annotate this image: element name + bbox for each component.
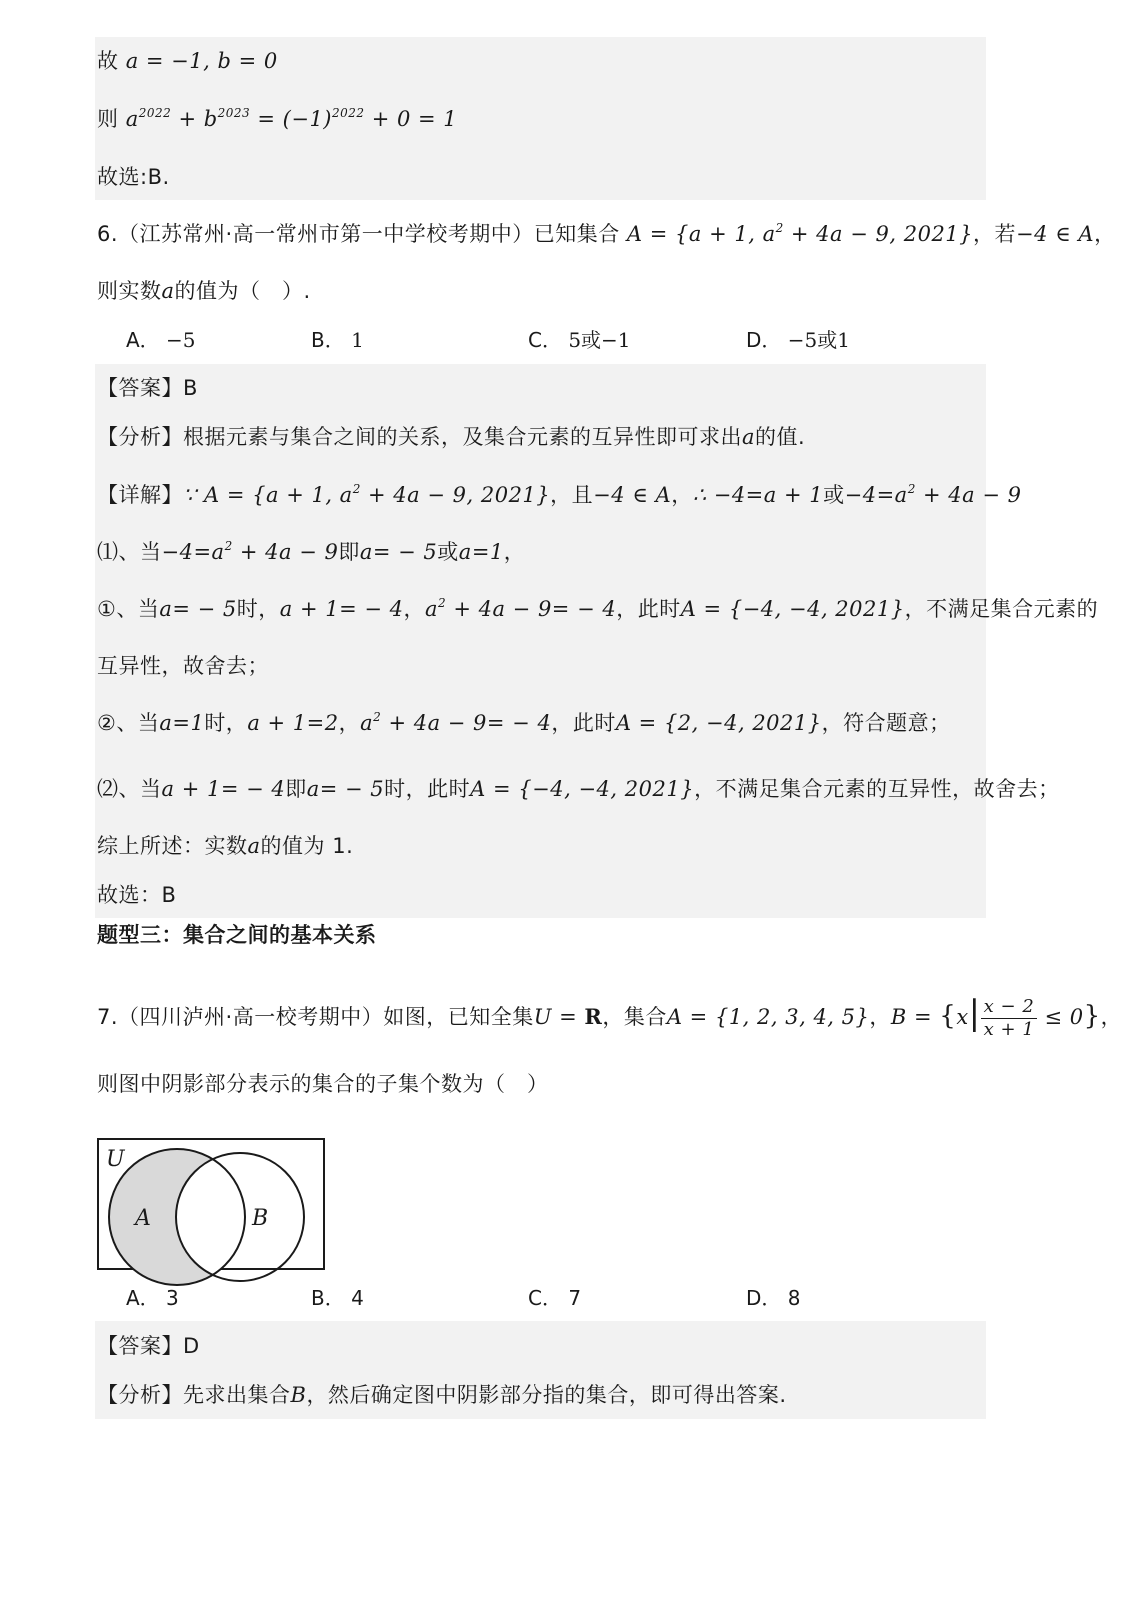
text: ⑵、当 <box>97 777 162 801</box>
set-b-label: B <box>252 1206 269 1231</box>
prev-conclusion-line <box>97 46 278 76</box>
text: 即 <box>338 540 360 564</box>
q6-stem-line2 <box>97 276 311 306</box>
answer-value: D <box>183 1334 200 1358</box>
text: ， <box>1100 1005 1122 1029</box>
q6-case1 <box>97 537 525 567</box>
text: ，若 <box>973 222 1017 246</box>
option-label: C． <box>528 328 562 352</box>
text: ②、当 <box>97 711 160 735</box>
math: −4=a <box>844 483 908 507</box>
math: + 4a − 9, 2021} <box>360 483 551 507</box>
option-label: B． <box>311 1286 345 1310</box>
q7-analysis <box>97 1380 787 1410</box>
q6-option-a <box>126 325 196 355</box>
universe-label: U <box>106 1147 125 1172</box>
q6-subcase1 <box>97 594 1098 624</box>
math: −4 ∈ A <box>1016 222 1095 246</box>
math: + 0 = 1 <box>364 107 458 131</box>
text: ①、当 <box>97 597 160 621</box>
option-value: 5或−1 <box>568 328 631 352</box>
text: ，不满足集合元素的互异性，故舍去； <box>694 777 1060 801</box>
question-source: （四川泸州·高一校考期中） <box>118 1005 384 1029</box>
math: a=1 <box>458 540 504 564</box>
text: 或 <box>437 540 459 564</box>
text: ， <box>671 483 693 507</box>
q6-answer <box>97 373 198 403</box>
exponent: 2022 <box>138 106 172 120</box>
analysis-label: 【分析】 <box>97 425 183 449</box>
math: a=1 <box>159 711 205 735</box>
math: a <box>161 279 175 303</box>
text: ，此时 <box>616 597 681 621</box>
text: 的值为（ ）. <box>174 279 311 303</box>
text: ，符合题意； <box>821 711 951 735</box>
analysis-label: 【分析】 <box>97 1383 183 1407</box>
option-label: D． <box>746 1286 782 1310</box>
math: a + 1=2 <box>247 711 339 735</box>
q6-subcase1-line2: 互异性，故舍去； <box>97 654 269 678</box>
prev-choice-line: 故选:B. <box>97 165 170 189</box>
math: a + 1= − 4 <box>161 777 286 801</box>
q6-option-c <box>528 325 631 355</box>
math: a + 1= − 4 <box>279 597 404 621</box>
math: a= − 5 <box>159 597 237 621</box>
math: a = −1, b = 0 <box>125 49 278 73</box>
section-title: 题型三：集合之间的基本关系 <box>97 923 377 947</box>
math: a <box>360 711 374 735</box>
text: ，且 <box>550 483 594 507</box>
math: U <box>533 1005 552 1029</box>
q6-stem <box>97 219 1116 249</box>
math: −4=a <box>161 540 225 564</box>
text: 时， <box>236 597 280 621</box>
math: a <box>247 834 261 858</box>
math: = (−1) <box>250 107 332 131</box>
text: ， <box>403 597 425 621</box>
math: x <box>956 1005 969 1029</box>
text: 已知集合 <box>533 222 620 246</box>
math: + 4a − 9= − 4 <box>381 711 552 735</box>
text: ， <box>1094 222 1116 246</box>
text: ， <box>338 711 361 735</box>
math: ≤ 0 <box>1044 1005 1084 1029</box>
option-value: −5 <box>166 328 196 352</box>
q6-final: 故选：B <box>97 883 177 907</box>
math: B <box>290 1383 307 1407</box>
option-value: 7 <box>568 1286 582 1310</box>
text: ，不满足集合元素的 <box>904 597 1099 621</box>
math: A = {1, 2, 3, 4, 5} <box>666 1005 870 1029</box>
math: + 4a − 9= − 4 <box>446 597 617 621</box>
option-value: 1 <box>351 328 364 352</box>
option-label: C． <box>528 1286 562 1310</box>
option-value: 8 <box>787 1286 801 1310</box>
text: 即 <box>285 777 307 801</box>
text: 故 <box>97 49 119 73</box>
question-number: 6. <box>97 222 119 246</box>
text: 则实数 <box>97 279 162 303</box>
venn-diagram <box>97 1138 325 1270</box>
text: ，此时 <box>551 711 616 735</box>
option-label: A． <box>126 328 160 352</box>
detail-label: 【详解】 <box>97 483 183 507</box>
exponent: 2023 <box>217 106 251 120</box>
exponent: 2 <box>224 539 233 553</box>
fraction <box>981 996 1038 1041</box>
text: ，然后确定图中阴影部分指的集合，即可得出答案. <box>306 1383 787 1407</box>
text: 则 <box>97 107 119 131</box>
q6-subcase2 <box>97 708 951 738</box>
math: a= − 5 <box>359 540 438 564</box>
prev-calc-line <box>97 104 457 134</box>
text: 或 <box>823 483 845 507</box>
math: a= − 5 <box>306 777 385 801</box>
math: + 4a − 9 <box>915 483 1022 507</box>
text: 时， <box>204 711 248 735</box>
math: ∴ −4=a + 1 <box>692 483 824 507</box>
option-label: B． <box>311 328 345 352</box>
option-label: D． <box>746 328 782 352</box>
text: ， <box>869 1005 891 1029</box>
text: 先求出集合 <box>183 1383 291 1407</box>
exponent: 2 <box>438 596 447 610</box>
q6-option-b <box>311 325 364 355</box>
text: 如图，已知全集 <box>383 1005 534 1029</box>
set-b-expression: B = {x| $\frac{x - 2}{x + 1}$ ≤ 0} <box>890 993 1101 1040</box>
option-value: −5或1 <box>787 328 850 352</box>
q6-case2 <box>97 774 1060 804</box>
answer-label: 【答案】 <box>97 1334 183 1358</box>
option-label: A． <box>126 1286 160 1310</box>
q7-stem <box>97 993 1122 1041</box>
exponent: 2 <box>775 221 784 235</box>
math: = <box>551 1005 585 1029</box>
fraction-numerator: x − 2 <box>981 996 1038 1019</box>
text: ⑴、当 <box>97 540 162 564</box>
math: A = {a + 1, a <box>626 222 776 246</box>
option-value: 4 <box>351 1286 364 1310</box>
math: A = {−4, −4, 2021} <box>470 777 695 801</box>
q7-stem-line2: 则图中阴影部分表示的集合的子集个数为（ ） <box>97 1072 549 1096</box>
question-number: 7. <box>97 1005 119 1029</box>
math: B = <box>890 1005 940 1029</box>
set-a-label: A <box>135 1206 151 1231</box>
q6-analysis <box>97 422 805 452</box>
text: 综上所述：实数 <box>97 834 248 858</box>
math: + 4a − 9 <box>232 540 339 564</box>
math: + 4a − 9, 2021} <box>783 222 974 246</box>
math: ∵ A = {a + 1, a <box>183 483 353 507</box>
q7-option-c <box>528 1283 581 1313</box>
fraction-denominator: x + 1 <box>983 1019 1035 1040</box>
q7-answer <box>97 1331 200 1361</box>
math: + b <box>171 107 218 131</box>
answer-value: B <box>183 376 198 400</box>
text: ，集合 <box>602 1005 667 1029</box>
math: A = {2, −4, 2021} <box>615 711 822 735</box>
text: 的值为 1. <box>260 834 354 858</box>
q7-option-b <box>311 1283 364 1313</box>
question-source: （江苏常州·高一常州市第一中学校考期中） <box>118 222 534 246</box>
exponent: 2 <box>373 710 382 724</box>
q6-detail <box>97 480 1021 510</box>
answer-label: 【答案】 <box>97 376 183 400</box>
q7-option-d <box>746 1283 801 1313</box>
text: 的值. <box>755 425 806 449</box>
exponent: 2022 <box>332 106 365 120</box>
option-value: 3 <box>166 1286 179 1310</box>
math: a <box>742 425 756 449</box>
text: 时，此时 <box>384 777 471 801</box>
text: ， <box>503 540 526 564</box>
math: a <box>425 597 439 621</box>
math: R <box>584 1004 603 1029</box>
math: a <box>125 107 139 131</box>
exponent: 2 <box>907 482 916 496</box>
text: 根据元素与集合之间的关系，及集合元素的互异性即可求出 <box>183 425 742 449</box>
exponent: 2 <box>352 482 361 496</box>
math: A = {−4, −4, 2021} <box>680 597 905 621</box>
math: −4 ∈ A <box>593 483 672 507</box>
q6-summary <box>97 831 353 861</box>
q7-option-a <box>126 1283 179 1313</box>
q6-option-d <box>746 325 850 355</box>
